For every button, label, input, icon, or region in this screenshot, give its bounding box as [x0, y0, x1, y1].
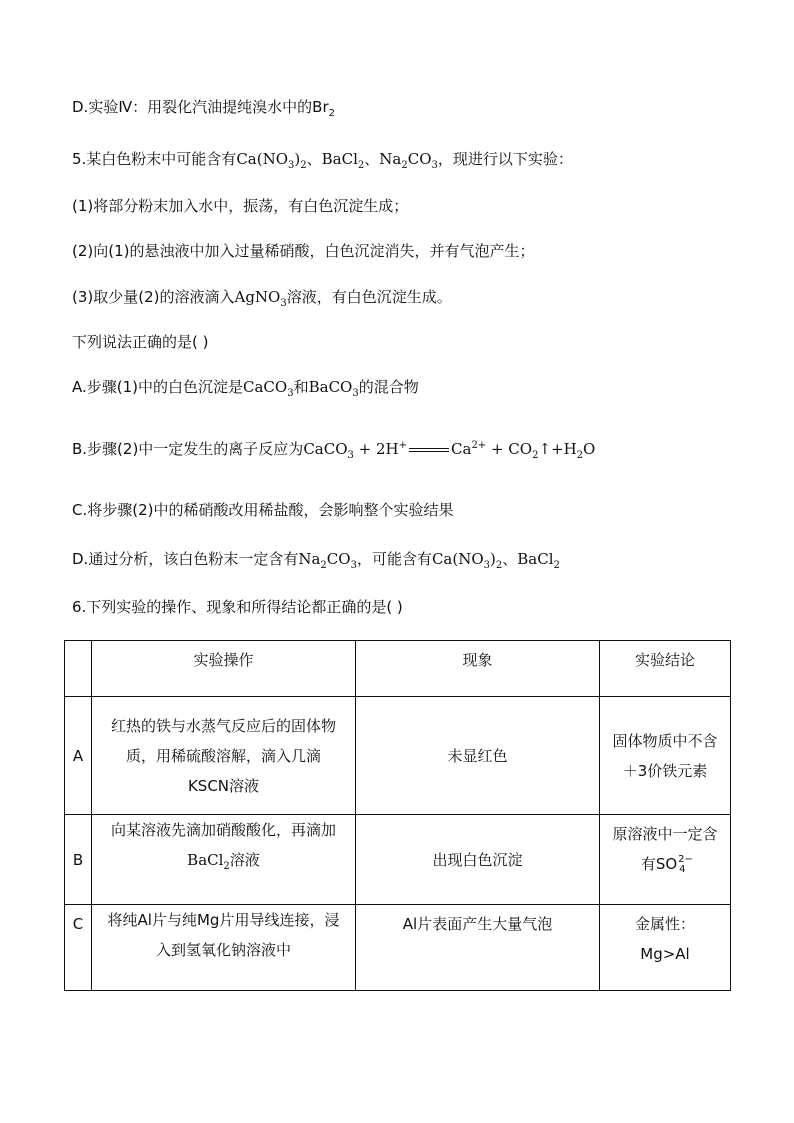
q5-option-c: C.将步骤(2)中的稀硝酸改用稀盐酸，会影响整个实验结果	[72, 501, 454, 519]
header-conclusion: 实验结论	[600, 641, 731, 697]
row-op-prefix: 向某溶液先滴加硝酸酸化，再滴加	[110, 821, 336, 839]
header-label	[65, 641, 92, 697]
q5-stem-suffix: ，现进行以下实验：	[437, 150, 573, 168]
table-row	[65, 815, 731, 905]
q5-d-prefix: D.通过分析，该白色粉末一定含有	[72, 550, 299, 568]
table-header-row	[65, 641, 731, 697]
formula-caco3: CaCO$_3$	[243, 378, 294, 399]
formula-na2co3: $Na_2CO_3$	[379, 150, 438, 171]
question-6-title: 6.下列实验的操作、现象和所得结论都正确的是( )	[72, 598, 403, 616]
row-label: A	[65, 697, 92, 815]
row-label: B	[65, 815, 92, 905]
option-d-q4-text: D.实验Ⅳ：用裂化汽油提纯溴水中的Br	[72, 98, 329, 116]
br2-subscript: 2	[328, 108, 335, 119]
row-operation: 将纯Al片与纯Mg片用导线连接，浸入到氢氧化钠溶液中	[92, 905, 356, 991]
q6-table	[64, 640, 731, 991]
formula-na2co3-d: $Na_2CO_3$	[298, 550, 357, 571]
row-conclusion: 原溶液中一定含有SO 2− 4	[600, 815, 731, 905]
option-d-q4	[72, 96, 335, 118]
row-phenomenon: 出现白色沉淀	[356, 815, 600, 905]
q5-step-3	[72, 286, 452, 308]
row-conclusion	[600, 905, 731, 991]
q5-d-mid: ，可能含有	[356, 550, 432, 568]
q5-ask: 下列说法正确的是( )	[72, 333, 209, 351]
q5-option-b	[72, 438, 595, 460]
formula-agno3: AgNO$_3$	[234, 288, 287, 309]
q5-a-mid: 和	[293, 378, 309, 396]
row-conclusion-line1: 金属性：	[634, 915, 695, 933]
sulfate-charge: 2− 4	[678, 853, 693, 875]
header-operation: 实验操作	[92, 641, 356, 697]
q5-option-a	[72, 376, 419, 398]
table-row	[65, 697, 731, 815]
row-conclusion-line2: Mg>Al	[640, 945, 690, 963]
q5-step-3-suffix: 溶液，有白色沉淀生成。	[286, 288, 452, 306]
question-5-stem: 5.某白色粉末中可能含有$Ca(NO_3)_2$、BaCl$_2$、$Na_2CO_3$，现进行以下实验：	[72, 150, 573, 171]
row-label: C	[65, 905, 92, 991]
formula-bacl2: BaCl$_2$	[321, 150, 365, 171]
q5-step-1: (1)将部分粉末加入水中，振荡，有白色沉淀生成；	[72, 197, 409, 215]
formula-bacl2-table: BaCl$_2$	[187, 851, 230, 872]
q5-a-suffix: 的混合物	[358, 378, 419, 396]
q5-step-2: (2)向(1)的悬浊液中加入过量稀硝酸，白色沉淀消失，并有气泡产生；	[72, 242, 535, 260]
formula-baco3: BaCO$_3$	[308, 378, 359, 399]
formula-ca-no3-2: $Ca(NO_3)_2$	[236, 150, 307, 171]
q5-b-prefix: B.步骤(2)中一定发生的离子反应为	[72, 440, 304, 458]
table-row	[65, 905, 731, 991]
equation-equals-sign	[409, 448, 449, 452]
row-conclusion-prefix: 原溶液中一定含有	[612, 825, 718, 873]
ionic-equation: CaCO$_3$ + 2H+ $Ca^{2+}$ + $CO_2↑+H_2O$	[303, 440, 596, 461]
formula-bacl2-d: BaCl$_2$	[517, 550, 560, 571]
row-phenomenon: Al片表面产生大量气泡	[356, 905, 600, 991]
formula-ca-no3-2-d: $Ca(NO_3)_2$	[431, 550, 503, 571]
row-conclusion: 固体物质中不含＋3价铁元素	[600, 697, 731, 815]
header-phenomenon: 现象	[356, 641, 600, 697]
q5-step-3-prefix: (3)取少量(2)的溶液滴入	[72, 288, 235, 306]
row-phenomenon: 未显红色	[356, 697, 600, 815]
q5-option-d: D.通过分析，该白色粉末一定含有$Na_2CO_3$，可能含有$Ca(NO_3)_2$、BaCl$_2$	[72, 550, 560, 571]
row-operation: 红热的铁与水蒸气反应后的固体物质，用稀硫酸溶解，滴入几滴KSCN溶液	[92, 697, 356, 815]
row-op-suffix: 溶液	[229, 851, 260, 869]
row-operation	[92, 815, 356, 905]
q5-a-prefix: A.步骤(1)中的白色沉淀是	[72, 378, 244, 396]
q5-stem-prefix: 5.某白色粉末中可能含有	[72, 150, 237, 168]
